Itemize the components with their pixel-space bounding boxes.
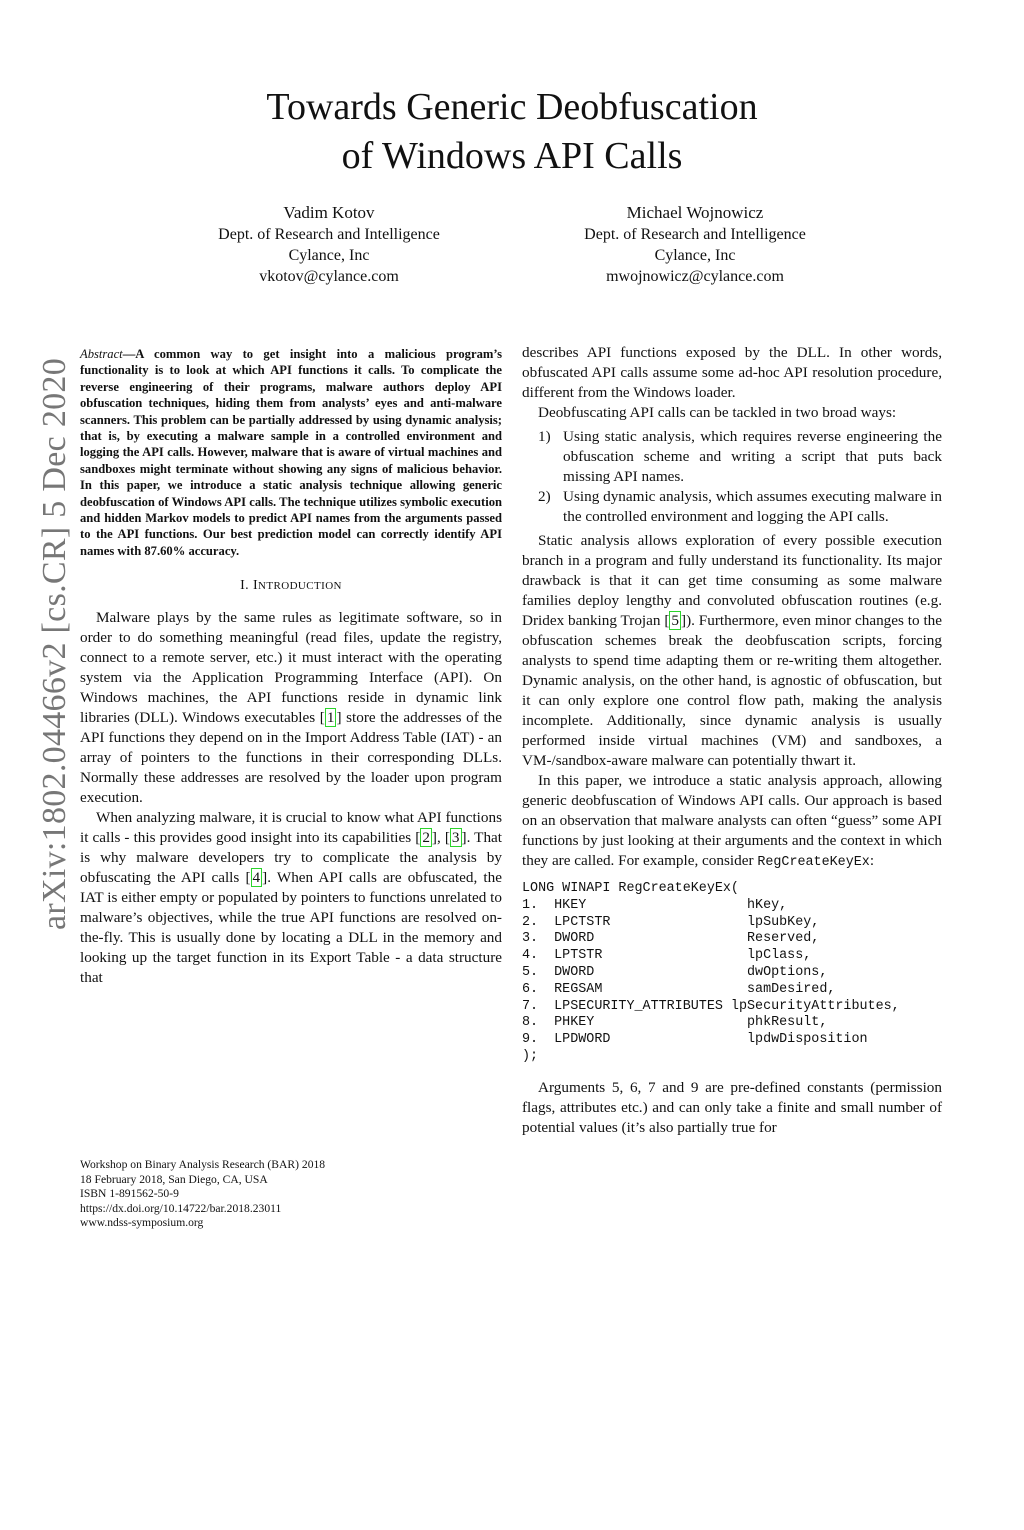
paragraph-text: store the addresses of the API functions they depend on in the Import Address Table (IAT) - an array of pointers to the functions in their corresponding DLLs. Normally these addresses are resolved by the loader upon program execution. [80,709,502,807]
paragraph-text: When analyzing malware, it is crucial to know what API functions it calls - this provides good insight into its capabilities [80,809,502,847]
code-line: 6. REGSAM samDesired, [522,981,836,997]
citation-link[interactable]: 5 [671,612,680,629]
list-number: 2) [538,488,551,505]
continued-paragraph: describes API functions exposed by the DLL. In other words, obfuscated API calls assume some ad-hoc API resolution procedure, different from the Windows loader. [522,344,942,401]
section-numeral: I. [240,578,253,594]
code-line: 4. LPTSTR lpClass, [522,948,812,964]
footnote-block [80,1158,502,1231]
abstract [80,346,502,559]
list-number: 1) [538,428,551,445]
code-line: 1. HKEY hKey, [522,897,788,913]
section-rest: NTRODUCTION [258,580,342,593]
code-line: 8. PHKEY phkResult, [522,1015,828,1031]
author-dept: Dept. of Research and Intelligence [218,226,440,243]
title-line-2: of Windows API Calls [341,135,683,177]
list-item [522,427,942,487]
left-column [80,343,502,988]
author-email: vkotov@cylance.com [259,268,399,285]
title-line-1: Towards Generic Deobfuscation [266,86,758,128]
approach-list [522,427,942,527]
author-dept: Dept. of Research and Intelligence [584,226,806,243]
paragraph-text: . When API calls are obfuscated, the IAT is either empty or populated by pointers to functions unrelated to malware’s objectives, while the true API functions are resolved on-the-fly. This is usually done by locating a DLL in the memory and looking up the target function in its Export Table - a data structure that [80,869,502,987]
paragraph-text: : [869,852,875,869]
paragraph-this-paper [522,771,942,873]
inline-code: RegCreateKeyEx [757,855,870,870]
author-block-1 [179,202,479,287]
paragraph-text: . That is why malware developers try to complicate the analysis by obfuscating the API calls [80,829,503,887]
paragraph-text: In this paper, we introduce a static analysis approach, allowing generic deobfuscation of Windows API calls. Our approach is based on an observation that malware analysts can often “guess” some API functions by just looking at their arguments and the context in which they are called. For example, consider [522,772,942,869]
citation-link[interactable]: 1 [326,709,335,727]
author-name: Vadim Kotov [283,203,375,222]
paragraph-text: ). Furthermore, even minor changes to the obfuscation schemes break the deobfuscation scripts, forcing analysts to spend time adapting them or re-writing them altogether. Dynamic analysis, on the other hand, is agnostic of obfuscation, but it can only explore one control flow path, making the analysis incomplete. Additionally, since dynamic analysis is usually performed inside virtual machines (VM) and sandboxes, a VM-/sandbox-aware malware can potentially thwart it. [522,612,943,769]
paragraph-arguments: Arguments 5, 6, 7 and 9 are pre-defined constants (permission flags, attributes etc.) and can only take a finite and small number of potential values (it’s also partially true for [522,1078,942,1136]
footnote-line: 18 February 2018, San Diego, CA, USA [80,1172,268,1186]
author-block-2 [545,202,845,287]
list-text: Using dynamic analysis, which assumes executing malware in the controlled environment and logging the API calls. [563,488,942,525]
abstract-lead: Abstract [80,347,123,361]
code-line: 5. DWORD dwOptions, [522,964,828,980]
footnote-line[interactable]: www.ndss-symposium.org [80,1216,204,1230]
section-heading-introduction [80,576,502,596]
section-first-letter: I [252,578,259,594]
footnote-line: ISBN 1-891562-50-9 [80,1187,179,1201]
right-column [522,343,942,1138]
code-line: 9. LPDWORD lpdwDisposition [522,1032,868,1048]
author-org: Cylance, Inc [288,247,370,264]
paragraph-two-ways: Deobfuscating API calls can be tackled in two broad ways: [538,404,897,421]
arxiv-id: arXiv:1802.04466v2 [cs.CR] 5 Dec 2020 [36,357,73,930]
citation-link[interactable]: 4 [252,869,261,887]
paragraph-text: , [436,829,445,847]
list-text: Using static analysis, which requires reverse engineering the obfuscation scheme and writing a script that puts back missing API names. [563,428,942,485]
paragraph-static-analysis: Static analysis allows exploration of every possible execution branch in a program and fully understand its functionality. Its major drawback is that it can get time consuming as some malware families deploy lengthy and convoluted obfuscation routines (e.g. Dridex banking Trojan [ 5 ]). Furthermore, even minor changes to the obfuscation schemes break the deobfuscation scripts, forcing analysts to spend time adapting them or re-writing them altogether. Dynamic analysis, on the other hand, is agnostic of obfuscation, but it can only explore one control flow path, making the analysis incomplete. Additionally, since dynamic analysis is usually performed inside virtual machines (VM) and sandboxes, a VM-/sandbox-aware malware can potentially thwart it. [522,532,943,769]
author-org: Cylance, Inc [654,247,736,264]
paper-title [0,83,1024,181]
intro-paragraph-1: Malware plays by the same rules as legitimate software, so in order to do something meaningful (read files, update the registry, connect to a remote server, etc.) it must interact with the operating system via the Application Programming Interface (API). On Windows machines, the API functions reside in dynamic link libraries (DLL). Windows executables [ 1 ] store the addresses of the API functions they depend on in the Import Address Table (IAT) - an array of pointers to the functions in their corresponding DLLs. Normally these addresses are resolved by the loader upon program execution. [80,609,502,807]
code-line: 3. DWORD Reserved, [522,931,820,947]
code-line: 2. LPCTSTR lpSubKey, [522,914,820,930]
paragraph-text: Malware plays by the same rules as legitimate software, so in order to do something meaningful (read files, update the registry, connect to a remote server, etc.) it must interact with the operating system via the Application Programming Interface (API). On Windows machines, the API functions reside in dynamic link libraries (DLL). Windows executables [80,609,502,727]
author-name: Michael Wojnowicz [626,203,764,222]
footnote-line: Workshop on Binary Analysis Research (BAR) 2018 [80,1158,326,1171]
code-line: LONG WINAPI RegCreateKeyEx( [522,881,739,896]
citation-link[interactable]: 3 [451,829,460,847]
intro-paragraph-2: When analyzing malware, it is crucial to know what API functions it calls - this provides good insight into its capabilities [ 2 ], [ 3 ]. That is why malware developers try to complicate the analysis by obfuscating the API calls [ 4 ]. When API calls are obfuscated, the IAT is either empty or populated by pointers to functions unrelated to malware’s objectives, while the true API functions are resolved on-the-fly. This is usually done by locating a DLL in the memory and looking up the target function in its Export Table - a data structure that [80,809,503,987]
code-line: ); [522,1048,539,1064]
code-line: 7. LPSECURITY_ATTRIBUTES lpSecurityAttributes, [522,998,900,1014]
footnote-line[interactable]: https://dx.doi.org/10.14722/bar.2018.23011 [80,1201,282,1215]
abstract-body: A common way to get insight into a malicious program’s functionality is to look at which API functions it calls. To complicate the reverse engineering of their programs, malware authors deploy API obfuscation techniques, hiding them from analysts’ eyes and anti-malware scanners. This problem can be partially addressed by using dynamic analysis; that is, by executing a malware sample in a controlled environment and logging the API calls. However, malware that is aware of virtual machines and sandboxes might terminate without showing any signs of malicious behavior. In this paper, we introduce a static analysis technique allowing generic deobfuscation of Windows API calls. The technique utilizes symbolic execution and hidden Markov models to predict API names from the arguments passed to the API functions. Our best prediction model can correctly identify API names with 87.60% accuracy. [80,347,502,558]
arxiv-side-stamp [36,357,76,1530]
list-item [522,487,942,527]
author-email: mwojnowicz@cylance.com [606,268,784,285]
paragraph-text: Static analysis allows exploration of every possible execution branch in a program and fully understand its functionality. Its major drawback is that it can get time consuming as some malware families deploy lengthy and convoluted obfuscation routines (e.g. Dridex banking Trojan [522,532,942,629]
abstract-dash: — [122,347,136,361]
code-listing [522,881,942,1066]
citation-link[interactable]: 2 [422,829,430,847]
